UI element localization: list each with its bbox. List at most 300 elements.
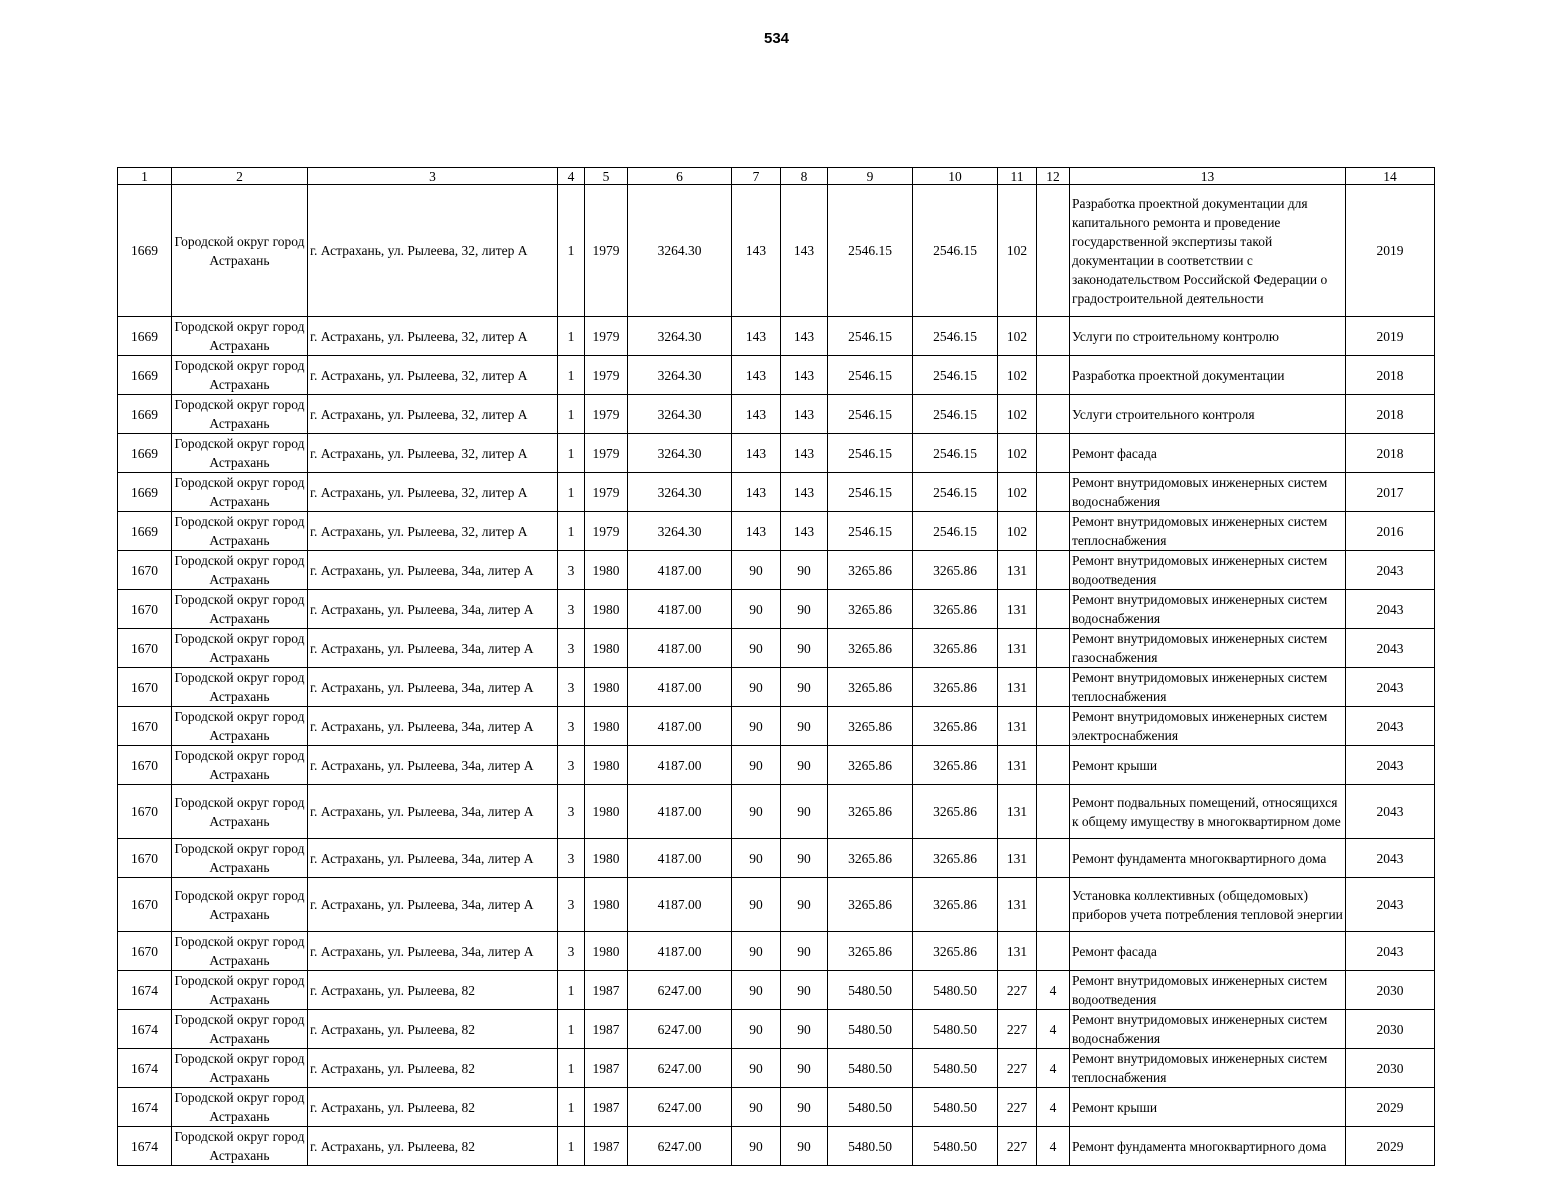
col11-cell: 102	[998, 317, 1037, 356]
col8-cell: 143	[781, 185, 828, 317]
work-year-cell: 2029	[1346, 1127, 1435, 1166]
total-area-cell: 3264.30	[628, 356, 732, 395]
work-type-cell: Разработка проектной документации	[1070, 356, 1346, 395]
table-row	[118, 551, 1435, 590]
address-cell: г. Астрахань, ул. Рылеева, 34а, литер А	[308, 668, 558, 707]
col10-cell: 2546.15	[913, 434, 998, 473]
col7-cell: 143	[732, 434, 781, 473]
total-area-cell: 4187.00	[628, 878, 732, 932]
column-header: 9	[828, 168, 913, 185]
col9-cell: 3265.86	[828, 932, 913, 971]
row-id-cell: 1669	[118, 317, 172, 356]
col11-cell: 227	[998, 1010, 1037, 1049]
row-id-cell: 1670	[118, 785, 172, 839]
work-year-cell: 2043	[1346, 932, 1435, 971]
address-cell: г. Астрахань, ул. Рылеева, 82	[308, 971, 558, 1010]
total-area-cell: 4187.00	[628, 932, 732, 971]
column-header: 2	[172, 168, 308, 185]
col7-cell: 90	[732, 551, 781, 590]
work-year-cell: 2019	[1346, 185, 1435, 317]
col10-cell: 5480.50	[913, 1088, 998, 1127]
col9-cell: 5480.50	[828, 1049, 913, 1088]
municipality-cell: Городской округ город Астрахань	[172, 746, 308, 785]
col7-cell: 143	[732, 356, 781, 395]
col7-cell: 90	[732, 971, 781, 1010]
table-row	[118, 395, 1435, 434]
municipality-cell: Городской округ город Астрахань	[172, 1127, 308, 1166]
total-area-cell: 4187.00	[628, 668, 732, 707]
table-row	[118, 473, 1435, 512]
table-row	[118, 971, 1435, 1010]
col12-cell	[1037, 551, 1070, 590]
col7-cell: 90	[732, 629, 781, 668]
col12-cell	[1037, 785, 1070, 839]
col7-cell: 90	[732, 932, 781, 971]
col12-cell	[1037, 878, 1070, 932]
address-cell: г. Астрахань, ул. Рылеева, 32, литер А	[308, 185, 558, 317]
row-id-cell: 1669	[118, 395, 172, 434]
col9-cell: 3265.86	[828, 746, 913, 785]
col9-cell: 3265.86	[828, 878, 913, 932]
work-year-cell: 2043	[1346, 590, 1435, 629]
col11-cell: 131	[998, 551, 1037, 590]
header-row	[118, 168, 1435, 185]
col10-cell: 3265.86	[913, 785, 998, 839]
work-type-cell: Ремонт внутридомовых инженерных систем водоснабжения	[1070, 1010, 1346, 1049]
build-year-cell: 1980	[585, 932, 628, 971]
work-year-cell: 2016	[1346, 512, 1435, 551]
col9-cell: 3265.86	[828, 785, 913, 839]
work-year-cell: 2043	[1346, 746, 1435, 785]
col8-cell: 90	[781, 932, 828, 971]
column-header: 6	[628, 168, 732, 185]
total-area-cell: 4187.00	[628, 839, 732, 878]
row-id-cell: 1670	[118, 629, 172, 668]
col4-cell: 3	[558, 878, 585, 932]
work-year-cell: 2043	[1346, 878, 1435, 932]
build-year-cell: 1979	[585, 317, 628, 356]
column-header: 3	[308, 168, 558, 185]
column-header: 7	[732, 168, 781, 185]
build-year-cell: 1987	[585, 1127, 628, 1166]
col8-cell: 90	[781, 1088, 828, 1127]
col4-cell: 1	[558, 356, 585, 395]
row-id-cell: 1669	[118, 185, 172, 317]
work-type-cell: Услуги по строительному контролю	[1070, 317, 1346, 356]
col11-cell: 131	[998, 590, 1037, 629]
col7-cell: 90	[732, 1010, 781, 1049]
municipality-cell: Городской округ город Астрахань	[172, 785, 308, 839]
work-year-cell: 2019	[1346, 317, 1435, 356]
row-id-cell: 1670	[118, 551, 172, 590]
total-area-cell: 3264.30	[628, 317, 732, 356]
build-year-cell: 1980	[585, 878, 628, 932]
row-id-cell: 1670	[118, 932, 172, 971]
row-id-cell: 1669	[118, 512, 172, 551]
address-cell: г. Астрахань, ул. Рылеева, 82	[308, 1010, 558, 1049]
col11-cell: 131	[998, 629, 1037, 668]
col10-cell: 2546.15	[913, 356, 998, 395]
total-area-cell: 3264.30	[628, 512, 732, 551]
total-area-cell: 4187.00	[628, 707, 732, 746]
col9-cell: 3265.86	[828, 629, 913, 668]
col8-cell: 90	[781, 1010, 828, 1049]
total-area-cell: 3264.30	[628, 473, 732, 512]
col12-cell: 4	[1037, 1049, 1070, 1088]
col11-cell: 227	[998, 1088, 1037, 1127]
municipality-cell: Городской округ город Астрахань	[172, 434, 308, 473]
row-id-cell: 1669	[118, 356, 172, 395]
work-type-cell: Ремонт внутридомовых инженерных систем теплоснабжения	[1070, 512, 1346, 551]
col4-cell: 3	[558, 590, 585, 629]
row-id-cell: 1674	[118, 1127, 172, 1166]
col4-cell: 3	[558, 932, 585, 971]
col10-cell: 3265.86	[913, 590, 998, 629]
build-year-cell: 1980	[585, 707, 628, 746]
work-year-cell: 2030	[1346, 971, 1435, 1010]
col10-cell: 2546.15	[913, 512, 998, 551]
table-row	[118, 878, 1435, 932]
table-row	[118, 317, 1435, 356]
build-year-cell: 1987	[585, 1010, 628, 1049]
col12-cell	[1037, 317, 1070, 356]
col10-cell: 3265.86	[913, 629, 998, 668]
build-year-cell: 1979	[585, 185, 628, 317]
work-type-cell: Ремонт внутридомовых инженерных систем водоснабжения	[1070, 473, 1346, 512]
col8-cell: 143	[781, 434, 828, 473]
work-year-cell: 2017	[1346, 473, 1435, 512]
build-year-cell: 1979	[585, 356, 628, 395]
col12-cell	[1037, 185, 1070, 317]
col12-cell	[1037, 512, 1070, 551]
work-type-cell: Ремонт внутридомовых инженерных систем водоотведения	[1070, 971, 1346, 1010]
col12-cell: 4	[1037, 1010, 1070, 1049]
col4-cell: 1	[558, 434, 585, 473]
column-header: 8	[781, 168, 828, 185]
municipality-cell: Городской округ город Астрахань	[172, 878, 308, 932]
col7-cell: 90	[732, 1088, 781, 1127]
work-type-cell: Ремонт фасада	[1070, 932, 1346, 971]
col8-cell: 90	[781, 590, 828, 629]
col10-cell: 5480.50	[913, 1127, 998, 1166]
build-year-cell: 1980	[585, 551, 628, 590]
address-cell: г. Астрахань, ул. Рылеева, 34а, литер А	[308, 839, 558, 878]
total-area-cell: 3264.30	[628, 395, 732, 434]
table-row	[118, 434, 1435, 473]
col9-cell: 2546.15	[828, 356, 913, 395]
build-year-cell: 1979	[585, 512, 628, 551]
column-header: 5	[585, 168, 628, 185]
build-year-cell: 1980	[585, 629, 628, 668]
col9-cell: 3265.86	[828, 668, 913, 707]
column-header: 14	[1346, 168, 1435, 185]
table-row	[118, 932, 1435, 971]
column-header: 4	[558, 168, 585, 185]
address-cell: г. Астрахань, ул. Рылеева, 34а, литер А	[308, 590, 558, 629]
table-row	[118, 746, 1435, 785]
capital-repair-table	[117, 167, 1435, 1166]
total-area-cell: 4187.00	[628, 590, 732, 629]
table-row	[118, 629, 1435, 668]
col4-cell: 3	[558, 551, 585, 590]
work-type-cell: Установка коллективных (общедомовых) приборов учета потребления тепловой энергии	[1070, 878, 1346, 932]
build-year-cell: 1980	[585, 746, 628, 785]
col11-cell: 131	[998, 878, 1037, 932]
total-area-cell: 6247.00	[628, 1049, 732, 1088]
address-cell: г. Астрахань, ул. Рылеева, 32, литер А	[308, 317, 558, 356]
total-area-cell: 4187.00	[628, 629, 732, 668]
total-area-cell: 6247.00	[628, 1127, 732, 1166]
col4-cell: 3	[558, 746, 585, 785]
work-type-cell: Ремонт внутридомовых инженерных систем теплоснабжения	[1070, 1049, 1346, 1088]
col8-cell: 90	[781, 551, 828, 590]
row-id-cell: 1670	[118, 590, 172, 629]
build-year-cell: 1979	[585, 395, 628, 434]
address-cell: г. Астрахань, ул. Рылеева, 34а, литер А	[308, 746, 558, 785]
col8-cell: 90	[781, 785, 828, 839]
work-year-cell: 2043	[1346, 668, 1435, 707]
col11-cell: 131	[998, 932, 1037, 971]
work-type-cell: Ремонт фундамента многоквартирного дома	[1070, 839, 1346, 878]
build-year-cell: 1987	[585, 1049, 628, 1088]
total-area-cell: 4187.00	[628, 746, 732, 785]
col11-cell: 102	[998, 185, 1037, 317]
address-cell: г. Астрахань, ул. Рылеева, 34а, литер А	[308, 629, 558, 668]
column-header: 11	[998, 168, 1037, 185]
work-type-cell: Ремонт внутридомовых инженерных систем газоснабжения	[1070, 629, 1346, 668]
col8-cell: 90	[781, 629, 828, 668]
col7-cell: 90	[732, 878, 781, 932]
col10-cell: 2546.15	[913, 395, 998, 434]
total-area-cell: 3264.30	[628, 434, 732, 473]
address-cell: г. Астрахань, ул. Рылеева, 32, литер А	[308, 473, 558, 512]
col12-cell	[1037, 356, 1070, 395]
col4-cell: 3	[558, 668, 585, 707]
col8-cell: 90	[781, 1049, 828, 1088]
col8-cell: 90	[781, 971, 828, 1010]
col9-cell: 2546.15	[828, 434, 913, 473]
col9-cell: 5480.50	[828, 1088, 913, 1127]
col8-cell: 90	[781, 707, 828, 746]
row-id-cell: 1670	[118, 839, 172, 878]
col7-cell: 90	[732, 746, 781, 785]
work-type-cell: Ремонт внутридомовых инженерных систем теплоснабжения	[1070, 668, 1346, 707]
col12-cell	[1037, 839, 1070, 878]
col12-cell	[1037, 434, 1070, 473]
work-year-cell: 2030	[1346, 1049, 1435, 1088]
table-body	[118, 185, 1435, 1166]
work-type-cell: Ремонт подвальных помещений, относящихся к общему имуществу в многоквартирном доме	[1070, 785, 1346, 839]
table-row	[118, 356, 1435, 395]
total-area-cell: 6247.00	[628, 1088, 732, 1127]
address-cell: г. Астрахань, ул. Рылеева, 34а, литер А	[308, 551, 558, 590]
col4-cell: 1	[558, 185, 585, 317]
table-row	[118, 1088, 1435, 1127]
table-row	[118, 839, 1435, 878]
address-cell: г. Астрахань, ул. Рылеева, 34а, литер А	[308, 707, 558, 746]
table-row	[118, 785, 1435, 839]
col11-cell: 131	[998, 707, 1037, 746]
address-cell: г. Астрахань, ул. Рылеева, 82	[308, 1049, 558, 1088]
col10-cell: 3265.86	[913, 668, 998, 707]
col9-cell: 3265.86	[828, 707, 913, 746]
col11-cell: 131	[998, 839, 1037, 878]
col11-cell: 131	[998, 668, 1037, 707]
col8-cell: 90	[781, 668, 828, 707]
col9-cell: 2546.15	[828, 317, 913, 356]
col4-cell: 1	[558, 1010, 585, 1049]
build-year-cell: 1980	[585, 839, 628, 878]
col9-cell: 5480.50	[828, 1010, 913, 1049]
address-cell: г. Астрахань, ул. Рылеева, 32, литер А	[308, 434, 558, 473]
row-id-cell: 1669	[118, 434, 172, 473]
work-type-cell: Ремонт внутридомовых инженерных систем водоотведения	[1070, 551, 1346, 590]
address-cell: г. Астрахань, ул. Рылеева, 32, литер А	[308, 512, 558, 551]
col12-cell	[1037, 707, 1070, 746]
col11-cell: 102	[998, 512, 1037, 551]
municipality-cell: Городской округ город Астрахань	[172, 185, 308, 317]
col4-cell: 1	[558, 1127, 585, 1166]
col4-cell: 1	[558, 512, 585, 551]
col7-cell: 143	[732, 185, 781, 317]
row-id-cell: 1670	[118, 668, 172, 707]
col9-cell: 3265.86	[828, 551, 913, 590]
col4-cell: 3	[558, 707, 585, 746]
table-row	[118, 1010, 1435, 1049]
col10-cell: 5480.50	[913, 971, 998, 1010]
col4-cell: 1	[558, 1049, 585, 1088]
address-cell: г. Астрахань, ул. Рылеева, 32, литер А	[308, 395, 558, 434]
col11-cell: 227	[998, 1049, 1037, 1088]
col10-cell: 3265.86	[913, 707, 998, 746]
col9-cell: 2546.15	[828, 395, 913, 434]
col9-cell: 2546.15	[828, 185, 913, 317]
col12-cell	[1037, 746, 1070, 785]
work-type-cell: Ремонт внутридомовых инженерных систем электроснабжения	[1070, 707, 1346, 746]
col7-cell: 90	[732, 839, 781, 878]
col8-cell: 90	[781, 1127, 828, 1166]
municipality-cell: Городской округ город Астрахань	[172, 839, 308, 878]
table-row	[118, 707, 1435, 746]
work-type-cell: Ремонт фундамента многоквартирного дома	[1070, 1127, 1346, 1166]
work-year-cell: 2029	[1346, 1088, 1435, 1127]
work-year-cell: 2043	[1346, 629, 1435, 668]
col7-cell: 90	[732, 668, 781, 707]
col10-cell: 2546.15	[913, 473, 998, 512]
page-number: 534	[763, 30, 790, 47]
col10-cell: 3265.86	[913, 932, 998, 971]
municipality-cell: Городской округ город Астрахань	[172, 512, 308, 551]
column-header: 10	[913, 168, 998, 185]
col11-cell: 227	[998, 1127, 1037, 1166]
col11-cell: 227	[998, 971, 1037, 1010]
row-id-cell: 1674	[118, 971, 172, 1010]
col8-cell: 90	[781, 839, 828, 878]
col9-cell: 2546.15	[828, 473, 913, 512]
work-year-cell: 2018	[1346, 356, 1435, 395]
col11-cell: 102	[998, 395, 1037, 434]
address-cell: г. Астрахань, ул. Рылеева, 82	[308, 1088, 558, 1127]
col7-cell: 143	[732, 395, 781, 434]
build-year-cell: 1987	[585, 971, 628, 1010]
col4-cell: 3	[558, 785, 585, 839]
col10-cell: 3265.86	[913, 878, 998, 932]
total-area-cell: 3264.30	[628, 185, 732, 317]
col9-cell: 2546.15	[828, 512, 913, 551]
municipality-cell: Городской округ город Астрахань	[172, 1010, 308, 1049]
build-year-cell: 1980	[585, 668, 628, 707]
col10-cell: 3265.86	[913, 839, 998, 878]
work-type-cell: Ремонт внутридомовых инженерных систем водоснабжения	[1070, 590, 1346, 629]
address-cell: г. Астрахань, ул. Рылеева, 34а, литер А	[308, 878, 558, 932]
col11-cell: 102	[998, 473, 1037, 512]
col4-cell: 1	[558, 1088, 585, 1127]
col9-cell: 5480.50	[828, 971, 913, 1010]
col4-cell: 1	[558, 395, 585, 434]
col10-cell: 3265.86	[913, 746, 998, 785]
municipality-cell: Городской округ город Астрахань	[172, 551, 308, 590]
col4-cell: 1	[558, 317, 585, 356]
work-type-cell: Услуги строительного контроля	[1070, 395, 1346, 434]
work-year-cell: 2018	[1346, 395, 1435, 434]
table-row	[118, 185, 1435, 317]
col4-cell: 1	[558, 971, 585, 1010]
col11-cell: 131	[998, 785, 1037, 839]
municipality-cell: Городской округ город Астрахань	[172, 590, 308, 629]
work-year-cell: 2043	[1346, 707, 1435, 746]
col7-cell: 90	[732, 785, 781, 839]
col9-cell: 3265.86	[828, 839, 913, 878]
build-year-cell: 1979	[585, 434, 628, 473]
table-row	[118, 1049, 1435, 1088]
row-id-cell: 1670	[118, 707, 172, 746]
col12-cell: 4	[1037, 1127, 1070, 1166]
col12-cell	[1037, 629, 1070, 668]
col7-cell: 90	[732, 707, 781, 746]
municipality-cell: Городской округ город Астрахань	[172, 629, 308, 668]
col12-cell	[1037, 473, 1070, 512]
col9-cell: 3265.86	[828, 590, 913, 629]
municipality-cell: Городской округ город Астрахань	[172, 971, 308, 1010]
table-row	[118, 590, 1435, 629]
col10-cell: 2546.15	[913, 185, 998, 317]
address-cell: г. Астрахань, ул. Рылеева, 32, литер А	[308, 356, 558, 395]
col11-cell: 102	[998, 434, 1037, 473]
col12-cell: 4	[1037, 1088, 1070, 1127]
work-year-cell: 2043	[1346, 785, 1435, 839]
col8-cell: 143	[781, 317, 828, 356]
col7-cell: 143	[732, 473, 781, 512]
col12-cell	[1037, 395, 1070, 434]
col8-cell: 143	[781, 512, 828, 551]
work-type-cell: Ремонт крыши	[1070, 1088, 1346, 1127]
col12-cell	[1037, 590, 1070, 629]
table-row	[118, 668, 1435, 707]
col8-cell: 90	[781, 746, 828, 785]
row-id-cell: 1670	[118, 878, 172, 932]
col8-cell: 143	[781, 473, 828, 512]
table-row	[118, 1127, 1435, 1166]
row-id-cell: 1674	[118, 1088, 172, 1127]
municipality-cell: Городской округ город Астрахань	[172, 317, 308, 356]
work-type-cell: Ремонт фасада	[1070, 434, 1346, 473]
col4-cell: 1	[558, 473, 585, 512]
col7-cell: 90	[732, 590, 781, 629]
work-year-cell: 2043	[1346, 551, 1435, 590]
col11-cell: 131	[998, 746, 1037, 785]
col12-cell	[1037, 932, 1070, 971]
build-year-cell: 1979	[585, 473, 628, 512]
